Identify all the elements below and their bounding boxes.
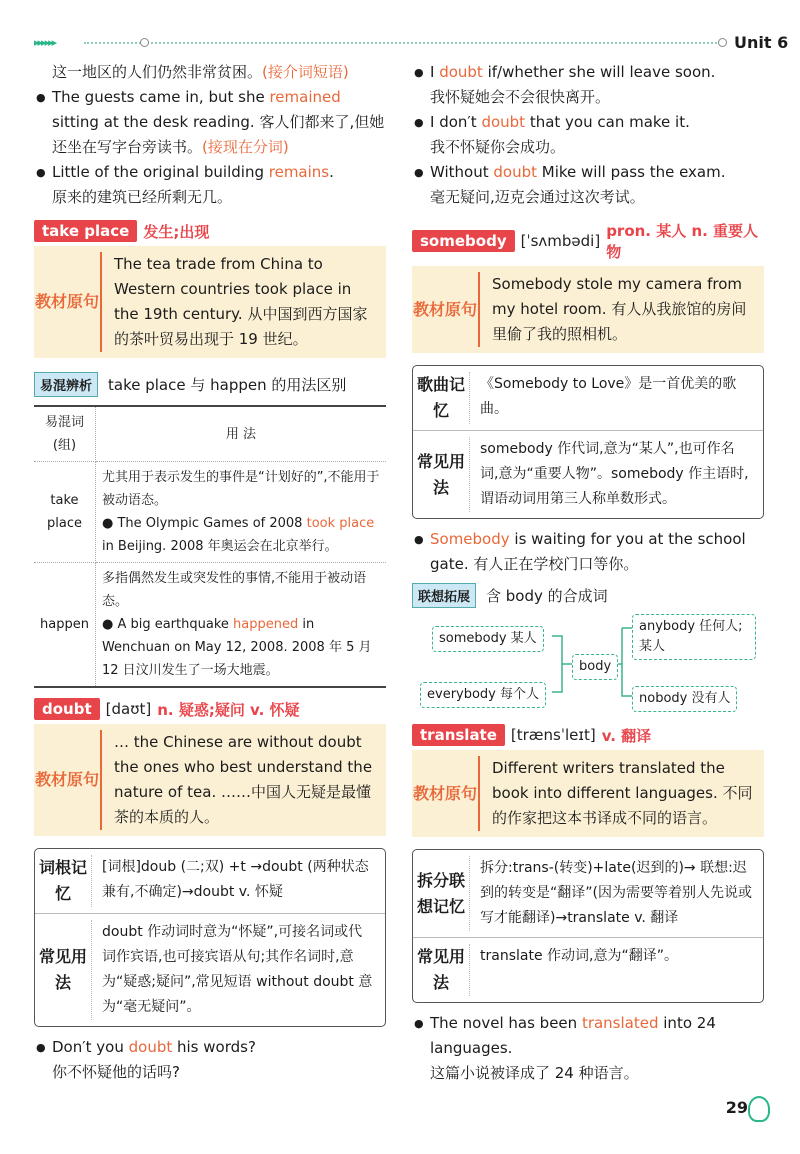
row-text: translate 作动词,意为“翻译”。	[469, 944, 763, 996]
entry-word-tag: take place	[34, 220, 137, 242]
row-label: 常见用法	[416, 451, 465, 497]
example-text: if/whether she will leave soon.	[482, 63, 716, 81]
example-text: in Beijing. 2008 年奥运会在北京举行。	[101, 539, 338, 554]
example-cn: 我怀疑她会不会很快离开。	[430, 88, 611, 106]
box-label: 教材原句	[34, 770, 99, 789]
entry-word-tag: doubt	[34, 698, 100, 720]
row-label: 歌曲记忆	[416, 375, 465, 420]
row-text: somebody 作代词,意为“某人”,也可作名词,意为“重要人物”。somebody 作主语时,谓语动词用第三人称单数形式。	[469, 437, 763, 512]
table-cell-word: happen	[34, 563, 95, 688]
example-text: sitting at the desk reading. 客人们都来了,但她还坐在写字台旁读书。	[52, 113, 385, 156]
entry-word-tag: translate	[412, 724, 505, 746]
row-text: doubt 作动词时意为“怀疑”,可接名词或代词作宾语,也可接宾语从句;其作名词时,意为“疑惑;疑问”,常见短语 without doubt 意为“毫无疑问”。	[91, 920, 385, 1020]
mind-node: anybody 任何人;某人	[632, 614, 756, 660]
example-cn: 毫无疑问,迈克会通过这次考试。	[430, 188, 645, 206]
example-cn: 这篇小说被译成了 24 种语言。	[430, 1064, 639, 1082]
textbook-sentence-box	[412, 266, 764, 353]
example-text: his words?	[172, 1038, 256, 1056]
example-text: I	[430, 63, 440, 81]
phonetic: [daʊt]	[105, 700, 152, 718]
highlight-word: doubt	[493, 163, 538, 181]
highlight-word: happened	[233, 617, 299, 632]
mind-node: somebody 某人	[432, 626, 544, 652]
entry-meaning: pron. 某人 n. 重要人物	[606, 222, 759, 261]
mind-center-node: body	[572, 654, 618, 680]
example-text: Don′t you	[52, 1038, 129, 1056]
example-item	[412, 160, 764, 185]
usage-text: 尤其用于表示发生的事件是“计划好的”,不能用于被动语态。	[101, 470, 380, 508]
row-label: 常见用法	[416, 947, 465, 992]
table-cell-word: take place	[34, 462, 95, 563]
example-text: into 24 languages.	[430, 1014, 716, 1057]
mind-node: nobody 没有人	[632, 686, 737, 712]
example-item	[34, 85, 386, 160]
example-text: Mike will pass the exam.	[537, 163, 726, 181]
balloon-icon	[748, 1096, 770, 1122]
example-item	[412, 60, 764, 85]
example-text: Without	[430, 163, 494, 181]
textbook-sentence-box	[34, 724, 386, 836]
usage-example: ● A big earthquake happened in Wenchuan on May 12, 2008. 2008 年 5 月 12 日汶川发生了一场大地震。	[101, 617, 372, 678]
extension-desc: 含 body 的合成词	[486, 587, 608, 605]
phonetic: [ˈsʌmbədi]	[520, 232, 601, 250]
example-text: The guests came in, but she	[52, 88, 270, 106]
example-cn: 我不怀疑你会成功。	[430, 138, 566, 156]
memory-box	[34, 848, 386, 1027]
example-text: The Olympic Games of 2008	[117, 516, 307, 531]
entry-heading-translate	[412, 724, 764, 746]
memory-row	[35, 849, 385, 913]
row-label: 常见用法	[38, 947, 87, 992]
phonetic: [trænsˈleɪt]	[510, 726, 596, 744]
row-text: [词根]doub (二;双) +t →doubt (两种状态兼有,不确定)→doubt v. 怀疑	[91, 855, 385, 907]
left-column	[34, 60, 386, 1085]
example-cn: 原来的建筑已经所剩无几。	[52, 188, 233, 206]
example-item	[34, 160, 386, 185]
highlight-word: remained	[269, 88, 341, 106]
table-row	[34, 462, 386, 563]
usage-example: ● The Olympic Games of 2008 took place in Beijing. 2008 年奥运会在北京举行。	[101, 516, 375, 554]
table-row	[34, 563, 386, 688]
unit-label: Unit 6	[734, 33, 789, 52]
box-text: The tea trade from China to Western countries took place in the 19th century. 从中国到西方国家的茶叶贸易出现于 19 世纪。	[100, 252, 386, 352]
example-cn: 这一地区的人们仍然非常贫困。	[52, 63, 263, 81]
header-arrows: ▸▸▸▸▸▸	[34, 36, 56, 49]
highlight-word: doubt	[481, 113, 526, 131]
example-item	[34, 1035, 386, 1060]
example-text: is waiting for you at the school gate. 有人正在学校门口等你。	[430, 530, 746, 573]
row-text: 《Somebody to Love》是一首优美的歌曲。	[469, 372, 763, 424]
memory-row	[35, 913, 385, 1026]
example-item	[412, 1011, 764, 1061]
comparison-table	[34, 405, 386, 688]
box-label: 教材原句	[412, 783, 477, 803]
highlight-word: Somebody	[430, 530, 510, 548]
example-text: I don′t	[430, 113, 482, 131]
example-cn: 你不怀疑他的话吗?	[52, 1063, 180, 1081]
extension-heading	[412, 583, 764, 608]
box-label: 教材原句	[412, 299, 477, 319]
highlight-word: doubt	[439, 63, 483, 81]
example-text: A big earthquake	[117, 617, 234, 632]
mind-node: everybody 每个人	[420, 682, 546, 708]
memory-box	[412, 849, 764, 1003]
comparison-tag: 易混辨析	[34, 372, 98, 397]
page-number: 29	[725, 1098, 748, 1117]
row-text: 拆分:trans-(转变)+late(迟到的)→ 联想:迟到的转变是“翻译”(因为需要等着别人先说或写才能翻译)→translate v. 翻译	[469, 856, 763, 931]
highlight-word: remains	[268, 163, 330, 181]
example-text: .	[329, 163, 334, 181]
box-text: Different writers translated the book into different languages. 不同的作家把这本书译成不同的语言。	[478, 756, 764, 831]
memory-box	[412, 365, 764, 519]
example-text: Little of the original building	[52, 163, 269, 181]
usage-text: 多指偶然发生或突发性的事情,不能用于被动语态。	[101, 571, 367, 609]
table-cell-usage	[95, 563, 386, 688]
entry-meaning: n. 疑惑;疑问 v. 怀疑	[157, 700, 300, 719]
highlight-word: took place	[306, 516, 375, 531]
entry-heading-somebody	[412, 220, 764, 262]
memory-row	[413, 937, 763, 1002]
box-text: Somebody stole my camera from my hotel room. 有人从我旅馆的房间里偷了我的照相机。	[478, 272, 764, 347]
comparison-heading	[34, 372, 386, 397]
row-label: 拆分联想记忆	[416, 870, 465, 916]
header-rule	[84, 42, 724, 44]
entry-heading-doubt	[34, 698, 386, 720]
grammar-note: (接介词短语)	[262, 63, 349, 81]
header-dot	[718, 38, 727, 47]
row-label: 词根记忆	[38, 858, 87, 903]
highlight-word: translated	[581, 1014, 659, 1032]
table-header: 易混词(组)	[34, 406, 95, 462]
table-cell-usage	[95, 462, 386, 563]
example-text: The novel has been	[430, 1014, 582, 1032]
box-label: 教材原句	[34, 292, 99, 311]
example-item	[412, 110, 764, 135]
comparison-desc: take place 与 happen 的用法区别	[108, 376, 347, 394]
header-dot	[140, 38, 149, 47]
entry-heading-take-place	[34, 220, 386, 242]
textbook-sentence-box	[34, 246, 386, 358]
example-text: in Wenchuan on May 12, 2008. 2008 年 5 月 12 日汶川发生了一场大地震。	[101, 617, 372, 678]
right-column	[412, 60, 764, 1086]
entry-word-tag: somebody	[412, 230, 515, 252]
example-item	[412, 527, 764, 577]
memory-row	[413, 430, 763, 518]
memory-row	[413, 850, 763, 937]
grammar-note: (接现在分词)	[202, 138, 289, 156]
continued-example	[34, 60, 386, 85]
box-text: … the Chinese are without doubt the ones who best understand the nature of tea. ……中国人无疑是最懂茶的本质的人。	[100, 730, 386, 830]
highlight-word: doubt	[128, 1038, 173, 1056]
extension-tag: 联想拓展	[412, 583, 476, 608]
table-header: 用 法	[95, 406, 386, 462]
entry-meaning: 发生;出现	[143, 222, 210, 241]
memory-row	[413, 366, 763, 430]
table-header-row	[34, 406, 386, 462]
mind-map	[412, 614, 764, 714]
textbook-sentence-box	[412, 750, 764, 837]
entry-meaning: v. 翻译	[601, 726, 652, 745]
example-text: that you can make it.	[525, 113, 690, 131]
